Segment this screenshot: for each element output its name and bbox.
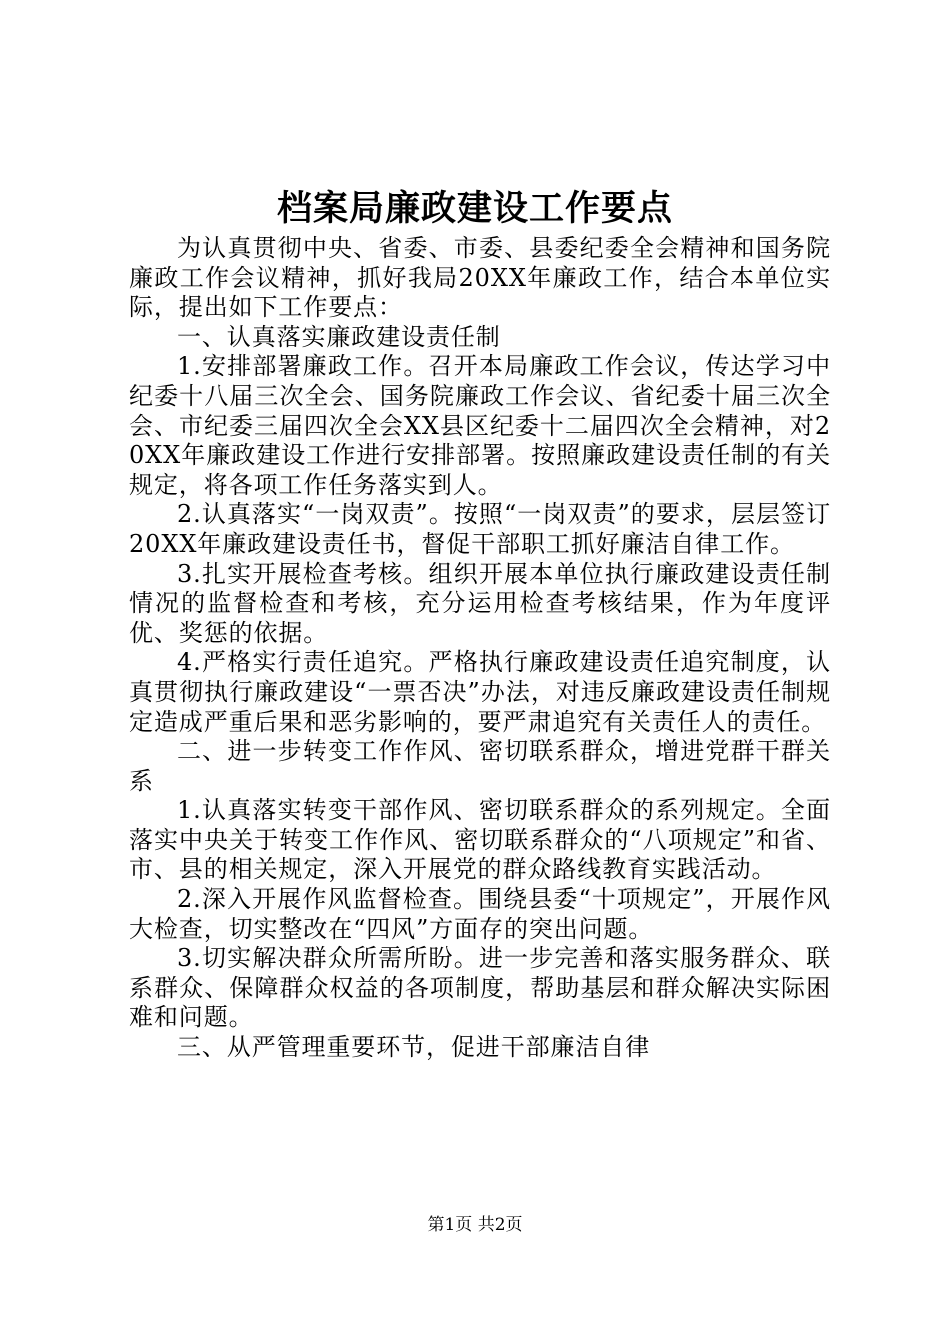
paragraph-2-2: 2.深入开展作风监督检查。围绕县委“十项规定”，开展作风大检查，切实整改在“四风”方面存的突出问题。: [129, 885, 831, 943]
section-heading-2: 二、进一步转变工作作风、密切联系群众，增进党群干群关系: [129, 737, 831, 795]
page-footer: 第1页 共2页: [427, 1215, 523, 1235]
section-heading-1: 一、认真落实廉政建设责任制: [177, 322, 501, 351]
paragraph-1-1: 1.安排部署廉政工作。召开本局廉政工作会议，传达学习中纪委十八届三次全会、国务院廉政工作会议、省纪委十届三次全会、市纪委三届四次全会XX县区纪委十二届四次全会精神，对20XX年廉政建设工作进行安排部署。按照廉政建设责任制的有关规定，将各项工作任务落实到人。: [129, 352, 831, 499]
paragraph-intro: 为认真贯彻中央、省委、市委、县委纪委全会精神和国务院廉政工作会议精神，抓好我局20XX年廉政工作，结合本单位实际，提出如下工作要点：: [129, 234, 831, 322]
paragraph-2-3: 3.切实解决群众所需所盼。进一步完善和落实服务群众、联系群众、保障群众权益的各项制度，帮助基层和群众解决实际困难和问题。: [129, 944, 831, 1032]
paragraph-1-2: 2.认真落实“一岗双责”。按照“一岗双责”的要求，层层签订20XX年廉政建设责任书，督促干部职工抓好廉洁自律工作。: [129, 500, 831, 558]
paragraph-2-1: 1.认真落实转变干部作风、密切联系群众的系列规定。全面落实中央关于转变工作作风、密切联系群众的“八项规定”和省、市、县的相关规定，深入开展党的群众路线教育实践活动。: [129, 796, 831, 884]
section-heading-3: 三、从严管理重要环节，促进干部廉洁自律: [177, 1033, 651, 1062]
document-body: [129, 234, 831, 1063]
document-title: 档案局廉政建设工作要点: [276, 188, 673, 229]
paragraph-1-3: 3.扎实开展检查考核。组织开展本单位执行廉政建设责任制情况的监督检查和考核，充分运用检查考核结果，作为年度评优、奖惩的依据。: [129, 559, 831, 647]
paragraph-1-4: 4.严格实行责任追究。严格执行廉政建设责任追究制度，认真贯彻执行廉政建设“一票否决”办法，对违反廉政建设责任制规定造成严重后果和恶劣影响的，要严肃追究有关责任人的责任。: [129, 648, 831, 736]
